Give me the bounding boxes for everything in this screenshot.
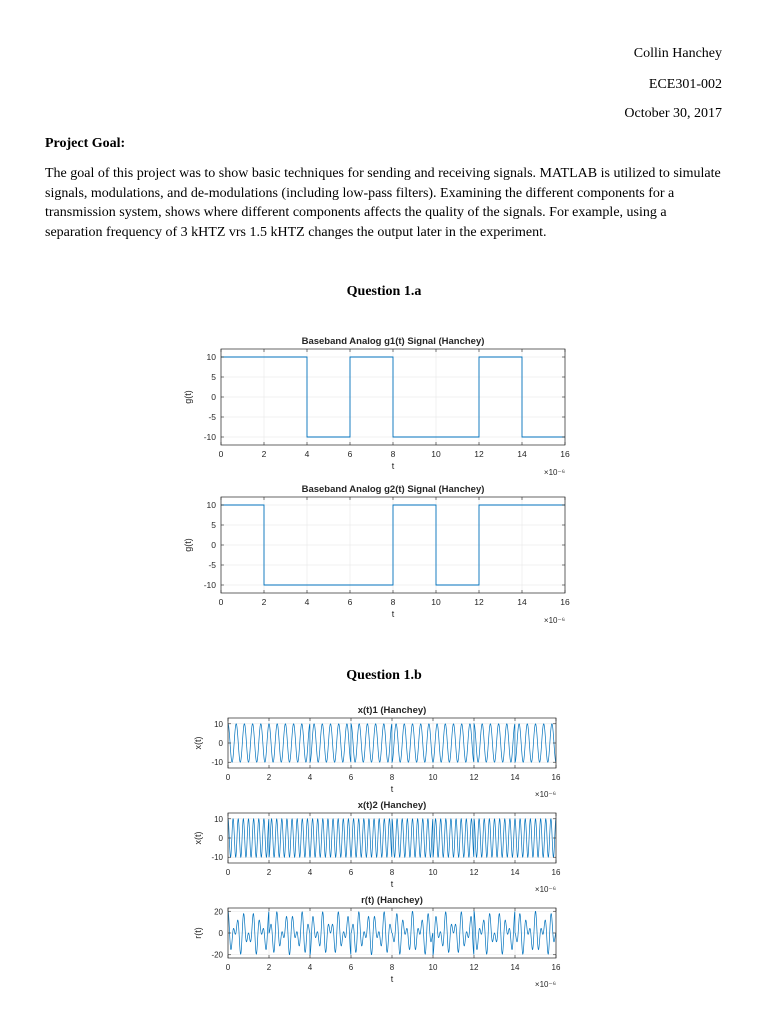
report-date: October 30, 2017 [624, 106, 722, 121]
y-tick-label: 5 [211, 520, 216, 530]
x-tick-label: 0 [225, 868, 231, 877]
project-goal-paragraph: The goal of this project was to show basic techniques for sending and receiving signals. MATLAB is utilized to simulate signals, modulations, and de-modulations (including low-pass filters). Examining the different components for a transmission system, shows where different components affects the quality of the signals. For example, using a separation frequency of 3 kHTZ vrs 1.5 kHTZ changes the output later in the experiment. [45, 166, 721, 240]
x-tick-label: 12 [469, 868, 479, 877]
y-tick-label: -10 [203, 580, 216, 590]
x-tick-label: 12 [474, 597, 484, 607]
x-tick-label: 4 [307, 963, 313, 972]
x-axis-exponent: ×10⁻⁶ [534, 790, 556, 799]
x-tick-label: 14 [510, 773, 520, 782]
x-axis-exponent: ×10⁻⁶ [543, 616, 565, 625]
chart-title: r(t) (Hanchey) [361, 895, 423, 906]
y-tick-label: 10 [214, 814, 223, 824]
chart-title: Baseband Analog g2(t) Signal (Hanchey) [301, 484, 485, 495]
y-tick-label: -5 [208, 560, 216, 570]
x-tick-label: 0 [218, 449, 224, 459]
x-tick-label: 12 [469, 773, 479, 782]
x-tick-label: 2 [261, 449, 267, 459]
y-tick-label: 10 [206, 500, 216, 510]
x-tick-label: 10 [431, 597, 441, 607]
x-tick-label: 16 [551, 868, 561, 877]
x-tick-label: 16 [560, 597, 570, 607]
x-tick-label: 10 [428, 773, 438, 782]
x-tick-label: 8 [390, 449, 396, 459]
x-tick-label: 12 [469, 963, 479, 972]
x-tick-label: 4 [307, 773, 313, 782]
y-axis-label: g(t) [183, 538, 193, 552]
x-tick-label: 6 [347, 597, 353, 607]
x-tick-label: 14 [510, 963, 520, 972]
chart-title: Baseband Analog g1(t) Signal (Hanchey) [301, 336, 485, 347]
x-axis-label: t [390, 784, 394, 794]
question-1a-title: Question 1.a [346, 284, 422, 299]
x-tick-label: 4 [304, 597, 310, 607]
x-tick-label: 0 [225, 963, 231, 972]
x-tick-label: 12 [474, 449, 484, 459]
x-axis-label: t [390, 974, 394, 984]
y-axis-label: x(t) [193, 736, 203, 750]
x-axis-label: t [391, 461, 395, 471]
x-tick-label: 6 [347, 449, 353, 459]
x-tick-label: 10 [428, 963, 438, 972]
y-tick-label: -10 [211, 758, 223, 768]
x-axis-label: t [391, 609, 395, 619]
y-tick-label: 0 [218, 739, 223, 748]
y-axis-label: r(t) [193, 927, 203, 939]
y-axis-label: g(t) [183, 390, 193, 404]
x-tick-label: 2 [266, 773, 272, 782]
y-tick-label: -5 [208, 412, 216, 422]
x-axis-exponent: ×10⁻⁶ [543, 468, 565, 477]
author-name: Collin Hanchey [633, 46, 722, 61]
x-axis-exponent: ×10⁻⁶ [534, 885, 556, 894]
question-1b-title: Question 1.b [346, 668, 422, 683]
chart-title: x(t)1 (Hanchey) [357, 705, 427, 716]
x-tick-label: 6 [348, 773, 354, 782]
x-tick-label: 16 [551, 773, 561, 782]
x-tick-label: 2 [261, 597, 267, 607]
y-axis-label: x(t) [193, 831, 203, 845]
x-tick-label: 0 [225, 773, 231, 782]
x-tick-label: 14 [517, 597, 527, 607]
y-tick-label: 0 [218, 929, 223, 938]
x-tick-label: 8 [390, 597, 396, 607]
x-tick-label: 6 [348, 868, 354, 877]
x-axis-label: t [390, 879, 394, 889]
x-tick-label: 4 [304, 449, 310, 459]
x-tick-label: 16 [560, 449, 570, 459]
x-tick-label: 10 [428, 868, 438, 877]
x-tick-label: 8 [389, 963, 395, 972]
y-tick-label: 20 [214, 907, 223, 917]
y-tick-label: 0 [211, 392, 216, 402]
chart-title: x(t)2 (Hanchey) [357, 800, 427, 811]
y-tick-label: 0 [211, 540, 216, 550]
x-tick-label: 4 [307, 868, 313, 877]
x-tick-label: 16 [551, 963, 561, 972]
y-tick-label: -20 [211, 950, 223, 960]
y-tick-label: -10 [211, 853, 223, 863]
x-tick-label: 8 [389, 868, 395, 877]
x-tick-label: 14 [517, 449, 527, 459]
x-axis-exponent: ×10⁻⁶ [534, 980, 556, 989]
section-heading-project-goal: Project Goal: [45, 136, 126, 151]
course-code: ECE301-002 [648, 77, 722, 92]
y-tick-label: 0 [218, 834, 223, 843]
x-tick-label: 2 [266, 868, 272, 877]
x-tick-label: 2 [266, 963, 272, 972]
x-tick-label: 14 [510, 868, 520, 877]
x-tick-label: 6 [348, 963, 354, 972]
y-tick-label: 5 [211, 372, 216, 382]
y-tick-label: -10 [203, 432, 216, 442]
y-tick-label: 10 [214, 719, 223, 729]
x-tick-label: 0 [218, 597, 224, 607]
x-tick-label: 8 [389, 773, 395, 782]
x-tick-label: 10 [431, 449, 441, 459]
y-tick-label: 10 [206, 352, 216, 362]
